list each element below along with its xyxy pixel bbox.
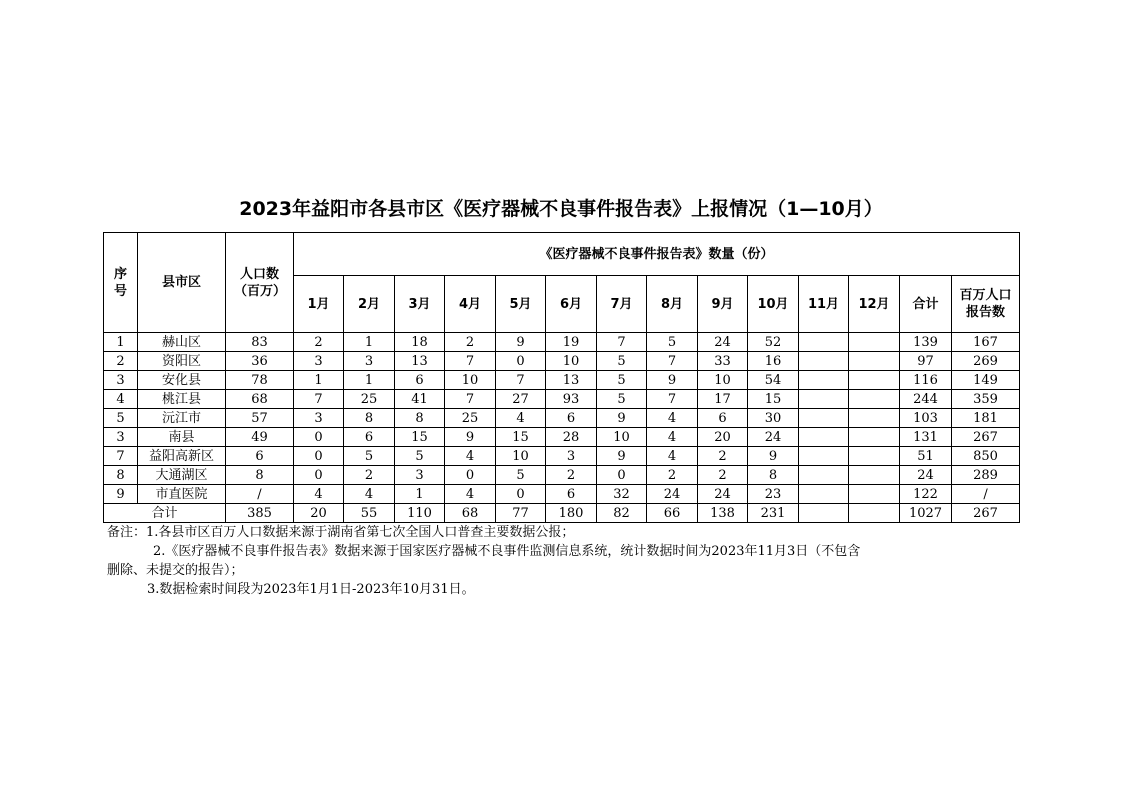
header-population: 人口数（百万） [226, 233, 294, 333]
cell-month: 19 [546, 333, 597, 352]
cell-month: 24 [698, 485, 748, 504]
cell-month: 2 [647, 466, 698, 485]
sum-month: 20 [294, 504, 344, 523]
sum-total: 1027 [900, 504, 952, 523]
cell-total: 24 [900, 466, 952, 485]
header-month: 2月 [344, 276, 395, 333]
cell-month: 4 [647, 428, 698, 447]
cell-month: 7 [647, 390, 698, 409]
cell-month: 10 [597, 428, 647, 447]
cell-county: 南县 [138, 428, 226, 447]
header-count-group: 《医疗器械不良事件报告表》数量（份） [294, 233, 1020, 276]
cell-population: 36 [226, 352, 294, 371]
cell-month: 0 [294, 466, 344, 485]
cell-index: 3 [104, 371, 138, 390]
cell-month: 4 [647, 447, 698, 466]
report-table [103, 232, 1020, 523]
table-row [104, 352, 1020, 371]
cell-month: 23 [748, 485, 799, 504]
sum-month: 66 [647, 504, 698, 523]
cell-month: 24 [698, 333, 748, 352]
cell-month: 4 [647, 409, 698, 428]
cell-month: 1 [344, 333, 395, 352]
cell-month: 0 [496, 485, 546, 504]
cell-county: 安化县 [138, 371, 226, 390]
sum-month: 180 [546, 504, 597, 523]
cell-total: 139 [900, 333, 952, 352]
cell-per-million: 267 [952, 428, 1020, 447]
cell-month: 8 [748, 466, 799, 485]
table-row [104, 466, 1020, 485]
cell-total: 122 [900, 485, 952, 504]
cell-month: 16 [748, 352, 799, 371]
sum-month: 110 [395, 504, 445, 523]
sum-month [849, 504, 900, 523]
header-month: 11月 [799, 276, 849, 333]
cell-month: 5 [647, 333, 698, 352]
cell-per-million: 269 [952, 352, 1020, 371]
cell-month: 32 [597, 485, 647, 504]
cell-month: 93 [546, 390, 597, 409]
sum-month: 55 [344, 504, 395, 523]
sum-month: 68 [445, 504, 496, 523]
cell-month: 2 [698, 466, 748, 485]
cell-month: 0 [597, 466, 647, 485]
header-month: 12月 [849, 276, 900, 333]
header-month: 3月 [395, 276, 445, 333]
cell-month: 13 [546, 371, 597, 390]
cell-population: 57 [226, 409, 294, 428]
sum-month: 82 [597, 504, 647, 523]
header-total: 合计 [900, 276, 952, 333]
cell-month: 0 [294, 447, 344, 466]
cell-month: 6 [395, 371, 445, 390]
cell-month: 25 [344, 390, 395, 409]
cell-county: 赫山区 [138, 333, 226, 352]
cell-month: 7 [496, 371, 546, 390]
table-row [104, 447, 1020, 466]
cell-month: 9 [748, 447, 799, 466]
cell-month [799, 371, 849, 390]
cell-month: 15 [748, 390, 799, 409]
cell-month: 28 [546, 428, 597, 447]
notes [107, 523, 1019, 599]
sum-month [799, 504, 849, 523]
cell-month [799, 466, 849, 485]
cell-total: 103 [900, 409, 952, 428]
cell-month [799, 428, 849, 447]
cell-month: 3 [294, 352, 344, 371]
cell-month: 0 [294, 428, 344, 447]
cell-month: 1 [294, 371, 344, 390]
cell-total: 97 [900, 352, 952, 371]
cell-month [849, 466, 900, 485]
sum-month: 138 [698, 504, 748, 523]
sum-month: 231 [748, 504, 799, 523]
cell-month: 7 [294, 390, 344, 409]
cell-county: 市直医院 [138, 485, 226, 504]
cell-per-million: 181 [952, 409, 1020, 428]
cell-index: 7 [104, 447, 138, 466]
cell-month: 15 [395, 428, 445, 447]
cell-county: 沅江市 [138, 409, 226, 428]
cell-month: 52 [748, 333, 799, 352]
table-row [104, 371, 1020, 390]
cell-per-million: / [952, 485, 1020, 504]
header-month: 7月 [597, 276, 647, 333]
cell-population: 8 [226, 466, 294, 485]
cell-month: 0 [496, 352, 546, 371]
cell-month: 33 [698, 352, 748, 371]
sum-row [104, 504, 1020, 523]
cell-index: 9 [104, 485, 138, 504]
cell-month: 9 [496, 333, 546, 352]
header-month: 9月 [698, 276, 748, 333]
cell-total: 244 [900, 390, 952, 409]
cell-total: 116 [900, 371, 952, 390]
sum-label: 合计 [104, 504, 226, 523]
cell-month: 2 [294, 333, 344, 352]
cell-county: 资阳区 [138, 352, 226, 371]
header-month: 10月 [748, 276, 799, 333]
cell-month: 24 [748, 428, 799, 447]
cell-month [799, 352, 849, 371]
cell-total: 131 [900, 428, 952, 447]
cell-month: 6 [546, 485, 597, 504]
header-month: 4月 [445, 276, 496, 333]
header-month: 1月 [294, 276, 344, 333]
cell-month: 5 [597, 352, 647, 371]
cell-month: 9 [647, 371, 698, 390]
cell-month [849, 409, 900, 428]
cell-population: 49 [226, 428, 294, 447]
cell-population: / [226, 485, 294, 504]
cell-month: 13 [395, 352, 445, 371]
cell-month: 0 [445, 466, 496, 485]
cell-county: 益阳高新区 [138, 447, 226, 466]
cell-month: 6 [546, 409, 597, 428]
header-index: 序号 [104, 233, 138, 333]
cell-total: 51 [900, 447, 952, 466]
cell-index: 4 [104, 390, 138, 409]
cell-month: 18 [395, 333, 445, 352]
cell-month: 10 [496, 447, 546, 466]
note-3: 3.数据检索时间段为2023年1月1日-2023年10月31日。 [147, 582, 475, 597]
cell-index: 5 [104, 409, 138, 428]
cell-month [799, 333, 849, 352]
cell-month: 5 [496, 466, 546, 485]
cell-month: 5 [597, 390, 647, 409]
cell-month: 41 [395, 390, 445, 409]
sum-population: 385 [226, 504, 294, 523]
cell-month: 4 [496, 409, 546, 428]
note-2-continued: 删除、未提交的报告）； [107, 563, 244, 578]
cell-month [849, 352, 900, 371]
cell-month: 10 [698, 371, 748, 390]
cell-month: 30 [748, 409, 799, 428]
cell-month: 17 [698, 390, 748, 409]
table-row [104, 390, 1020, 409]
cell-month: 7 [445, 352, 496, 371]
cell-index: 2 [104, 352, 138, 371]
cell-month [849, 333, 900, 352]
cell-population: 78 [226, 371, 294, 390]
cell-month [849, 390, 900, 409]
cell-index: 8 [104, 466, 138, 485]
cell-month: 7 [597, 333, 647, 352]
cell-month: 7 [445, 390, 496, 409]
cell-population: 68 [226, 390, 294, 409]
cell-month: 2 [546, 466, 597, 485]
cell-index: 3 [104, 428, 138, 447]
cell-per-million: 850 [952, 447, 1020, 466]
cell-index: 1 [104, 333, 138, 352]
cell-population: 83 [226, 333, 294, 352]
cell-population: 6 [226, 447, 294, 466]
table-row [104, 333, 1020, 352]
header-month: 6月 [546, 276, 597, 333]
cell-month: 20 [698, 428, 748, 447]
cell-month: 1 [395, 485, 445, 504]
table-row [104, 428, 1020, 447]
cell-month: 27 [496, 390, 546, 409]
header-month: 5月 [496, 276, 546, 333]
header-month: 8月 [647, 276, 698, 333]
cell-month: 3 [344, 352, 395, 371]
cell-per-million: 289 [952, 466, 1020, 485]
cell-month: 2 [344, 466, 395, 485]
cell-month [799, 390, 849, 409]
cell-per-million: 149 [952, 371, 1020, 390]
cell-month: 7 [647, 352, 698, 371]
cell-month: 1 [344, 371, 395, 390]
cell-month [849, 447, 900, 466]
cell-month: 2 [698, 447, 748, 466]
cell-month: 25 [445, 409, 496, 428]
cell-month: 6 [698, 409, 748, 428]
cell-month: 54 [748, 371, 799, 390]
cell-month [799, 409, 849, 428]
cell-month: 24 [647, 485, 698, 504]
cell-month [799, 485, 849, 504]
cell-per-million: 359 [952, 390, 1020, 409]
header-per-million: 百万人口报告数 [952, 276, 1020, 333]
cell-county: 大通湖区 [138, 466, 226, 485]
cell-month: 8 [395, 409, 445, 428]
cell-month [849, 485, 900, 504]
cell-month [849, 428, 900, 447]
table-row [104, 409, 1020, 428]
cell-month: 10 [546, 352, 597, 371]
cell-month [849, 371, 900, 390]
cell-month: 8 [344, 409, 395, 428]
cell-month: 9 [445, 428, 496, 447]
cell-month: 3 [546, 447, 597, 466]
header-county: 县市区 [138, 233, 226, 333]
cell-month [799, 447, 849, 466]
sum-per-million: 267 [952, 504, 1020, 523]
cell-month: 9 [597, 409, 647, 428]
sum-month: 77 [496, 504, 546, 523]
cell-month: 5 [597, 371, 647, 390]
cell-county: 桃江县 [138, 390, 226, 409]
cell-month: 4 [344, 485, 395, 504]
cell-month: 5 [395, 447, 445, 466]
cell-month: 15 [496, 428, 546, 447]
cell-month: 10 [445, 371, 496, 390]
cell-month: 3 [395, 466, 445, 485]
page-title: 2023年益阳市各县市区《医疗器械不良事件报告表》上报情况（1—10月） [239, 198, 883, 220]
cell-month: 2 [445, 333, 496, 352]
cell-month: 4 [445, 447, 496, 466]
cell-month: 9 [597, 447, 647, 466]
cell-month: 3 [294, 409, 344, 428]
cell-month: 5 [344, 447, 395, 466]
cell-per-million: 167 [952, 333, 1020, 352]
note-1: 备注：1.各县市区百万人口数据来源于湖南省第七次全国人口普查主要数据公报； [107, 525, 575, 540]
cell-month: 4 [445, 485, 496, 504]
note-2: 2.《医疗器械不良事件报告表》数据来源于国家医疗器械不良事件监测信息系统，统计数据时间为2023年11月3日（不包含 [153, 544, 861, 559]
table-row [104, 485, 1020, 504]
cell-month: 4 [294, 485, 344, 504]
cell-month: 6 [344, 428, 395, 447]
